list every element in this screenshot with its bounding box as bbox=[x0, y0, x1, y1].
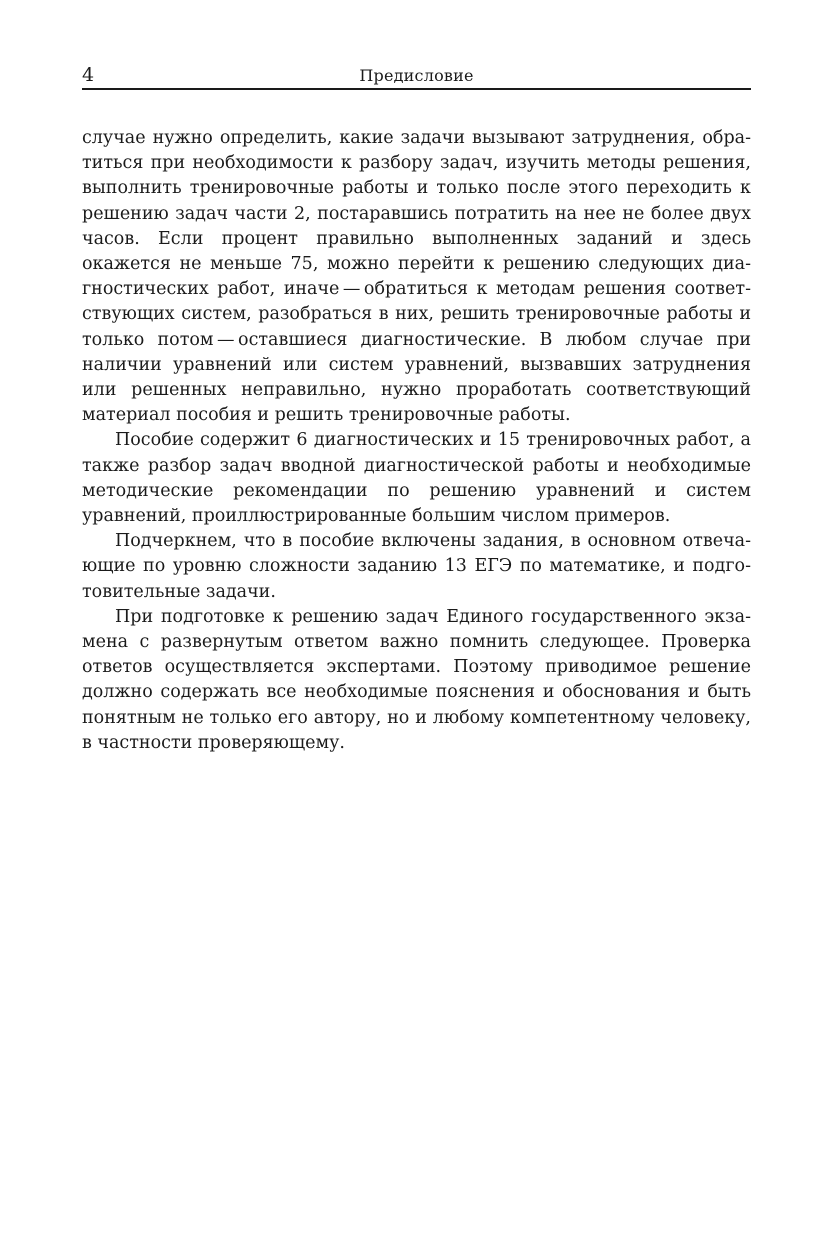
book-page bbox=[82, 60, 751, 756]
page-number: 4 bbox=[82, 64, 95, 86]
paragraph: При подготовке к решению задач Единого государственного экзамена с развернутым ответом важно помнить следующее. Проверка ответов осуществляется экспертами. Поэтому приводимое решение должно содержать все необходимые пояснения и обоснования и быть понятным не только его автору, но и любому компетентному человеку, в частности проверяющему. bbox=[82, 606, 751, 753]
paragraph: Пособие содержит 6 диагностических и 15 тренировочных работ, а также разбор задач вводной диагностической работы и необходимые методические рекомендации по решению уравнений и систем уравнений, проиллюстрированные большим числом примеров. bbox=[82, 430, 751, 527]
paragraph: Подчеркнем, что в пособие включены задания, в основном отвечающие по уровню сложности заданию 13 ЕГЭ по математике, и подготовительные задачи. bbox=[82, 531, 751, 602]
section-title: Предисловие bbox=[359, 66, 474, 85]
body-text bbox=[82, 126, 751, 756]
running-head bbox=[82, 60, 751, 90]
paragraph-continuation: случае нужно определить, какие задачи вызывают затруднения, обратиться при необходимости к разбору задач, изучить методы решения, выполнить тренировочные работы и только после этого переходить к решению задач части 2, постаравшись потратить на нее не более двух часов. Если процент правильно выполненных заданий и здесь окажется не меньше 75, можно перейти к решению следующих диагностических работ, иначе — обратиться к методам решения соответствующих систем, разобраться в них, решить тренировочные работы и только потом — оставшиеся диагностические. В любом случае при наличии уравнений или систем уравнений, вызвавших затруднения или решенных неправильно, нужно проработать соответствующий материал пособия и решить тренировочные работы. bbox=[82, 128, 751, 426]
